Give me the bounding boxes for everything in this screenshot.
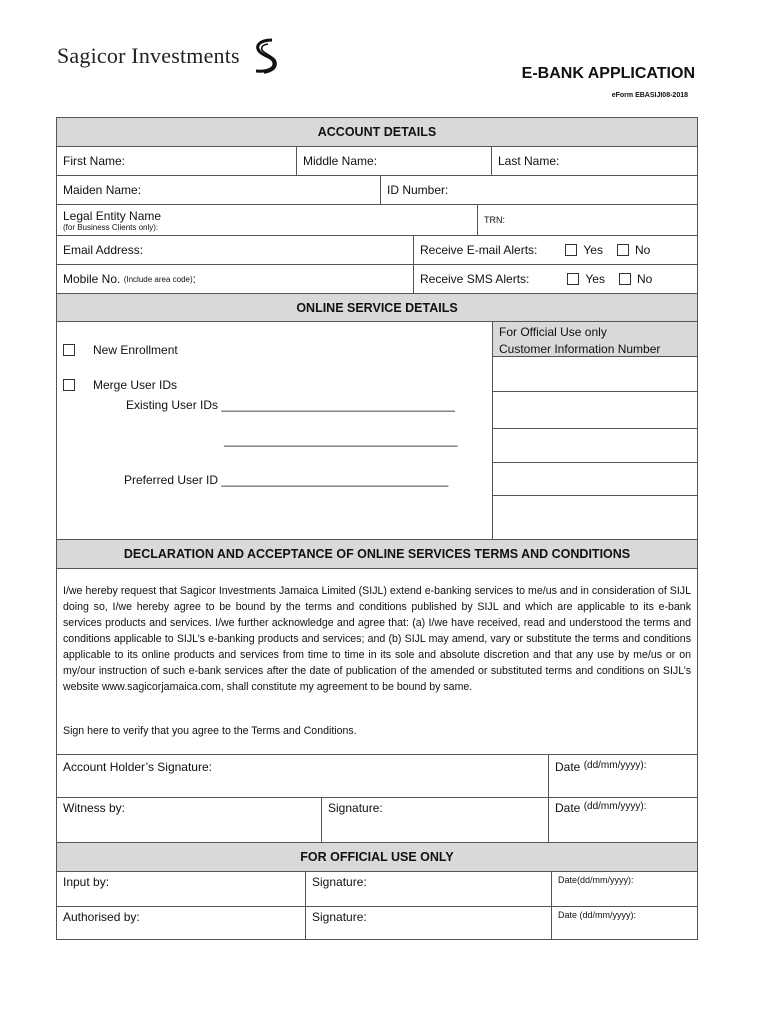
input-by-label: Input by: (63, 875, 110, 889)
mobile-label: Mobile No. (63, 272, 121, 286)
id-number-label: ID Number: (387, 183, 449, 197)
application-form (56, 117, 698, 940)
sms-alerts-yes-label: Yes (585, 272, 605, 286)
holder-signature-label: Account Holder’s Signature: (63, 760, 212, 774)
email-alerts-yes-checkbox[interactable] (565, 244, 577, 256)
email-field[interactable] (57, 236, 413, 264)
authorised-date-field[interactable] (551, 907, 697, 940)
merge-ids-label: Merge User IDs (93, 378, 178, 392)
sms-alerts-no-label: No (636, 272, 653, 286)
legal-entity-row (57, 205, 697, 236)
holder-date-field[interactable] (548, 755, 697, 797)
existing-ids-field[interactable]: Existing User IDs ___________________________________ (126, 398, 455, 412)
legal-entity-label: Legal Entity Name (63, 208, 162, 223)
witness-signature-field[interactable] (321, 798, 548, 842)
cin-box[interactable] (493, 463, 697, 496)
first-name-field[interactable] (57, 147, 296, 175)
middle-name-field[interactable] (296, 147, 491, 175)
email-alerts-yes-label: Yes (583, 243, 603, 257)
witness-signature-label: Signature: (328, 801, 383, 815)
cin-box[interactable] (493, 429, 697, 463)
mobile-colon: : (192, 272, 196, 286)
first-name-label: First Name: (63, 154, 126, 168)
sms-alerts-cell (413, 265, 697, 293)
official-use-heading (493, 322, 697, 357)
mobile-field[interactable] (57, 265, 413, 293)
online-service-section (57, 322, 697, 540)
authorised-by-label: Authorised by: (63, 910, 140, 924)
official-use-panel (492, 322, 697, 539)
sign-here-text: Sign here to verify that you agree to the Terms and Conditions. (63, 725, 357, 737)
sms-alerts-label: Receive SMS Alerts: (420, 272, 530, 286)
email-label: Email Address: (63, 243, 144, 257)
witness-row (57, 798, 697, 843)
online-service-options (57, 322, 492, 539)
preferred-id-field[interactable]: Preferred User ID __________________________________ (124, 473, 449, 487)
input-date-label: Date(dd/mm/yyyy): (558, 875, 634, 885)
declaration-section (57, 569, 697, 755)
legal-entity-note: (for Business Clients only): (63, 222, 159, 232)
merge-ids-option[interactable] (63, 378, 177, 392)
sms-alerts-yes-checkbox[interactable] (567, 273, 579, 285)
merge-ids-checkbox[interactable] (63, 379, 75, 391)
email-alerts-cell (413, 236, 697, 264)
name-row (57, 147, 697, 176)
middle-name-label: Middle Name: (303, 154, 378, 168)
date-label: Date (555, 760, 581, 774)
authorised-by-field[interactable] (57, 907, 305, 940)
input-by-row (57, 872, 697, 907)
official-use-only-heading: FOR OFFICIAL USE ONLY (57, 843, 697, 872)
authorised-by-row (57, 907, 697, 940)
witness-date-field[interactable] (548, 798, 697, 842)
form-code: eForm EBASIJI08-2018 (611, 92, 688, 99)
legal-entity-field[interactable] (57, 205, 477, 235)
date-label: Date (555, 801, 581, 815)
sagicor-s-icon (248, 38, 282, 74)
email-alerts-no-label: No (634, 243, 651, 257)
maiden-name-field[interactable] (57, 176, 380, 204)
form-title: E-BANK APPLICATION (521, 65, 695, 82)
declaration-heading: DECLARATION AND ACCEPTANCE OF ONLINE SERVICES TERMS AND CONDITIONS (57, 540, 697, 569)
online-service-heading: ONLINE SERVICE DETAILS (57, 294, 697, 322)
email-row (57, 236, 697, 265)
account-details-heading: ACCOUNT DETAILS (57, 118, 697, 147)
declaration-text: I/we hereby request that Sagicor Investments Jamaica Limited (SIJL) extend e-banking services to me/us and in consideration of SIJL doing so, I/we hereby agree to be bound by the terms and conditions published by SIJL and which are applicable to its e-bank services products and services. I/we further acknowledge and agree that: (a) I/we have received, read and understood the terms and conditions applicable to SIJL’s e-banking products and services; and (b) SIJL may amend, vary or substitute the terms and conditions applicable to its online products and services from time to time in its sole and absolute discretion and that any use by me/us or on my/our instruction of such e-bank services after the date of publication of the amended or substituted terms and conditions on SIJL’s website www.sagicorjamaica.com, shall constitute my agreement to be bound by same. (63, 585, 691, 693)
email-alerts-label: Receive E-mail Alerts: (420, 243, 538, 257)
sagicor-logo (57, 38, 282, 74)
new-enrollment-checkbox[interactable] (63, 344, 75, 356)
cin-box[interactable] (493, 357, 697, 392)
email-alerts-no-checkbox[interactable] (617, 244, 629, 256)
mobile-note: (Include area code) (123, 274, 193, 284)
new-enrollment-label: New Enrollment (93, 343, 178, 357)
trn-label: TRN: (484, 215, 505, 225)
authorised-signature-field[interactable] (305, 907, 551, 940)
date-format: (dd/mm/yyyy): (583, 801, 647, 812)
witness-field[interactable] (57, 798, 321, 842)
authorised-signature-label: Signature: (312, 910, 367, 924)
holder-signature-field[interactable] (57, 755, 548, 797)
logo-text: Sagicor Investments (57, 43, 240, 68)
holder-signature-row (57, 755, 697, 798)
date-format: (dd/mm/yyyy): (583, 760, 647, 771)
id-number-field[interactable] (380, 176, 697, 204)
cin-label: Customer Information Number (499, 342, 661, 356)
input-date-field[interactable] (551, 872, 697, 906)
cin-box[interactable] (493, 496, 697, 538)
witness-label: Witness by: (63, 801, 126, 815)
sms-alerts-no-checkbox[interactable] (619, 273, 631, 285)
new-enrollment-option[interactable] (63, 343, 178, 357)
trn-field[interactable] (477, 205, 697, 235)
mobile-row (57, 265, 697, 294)
authorised-date-label: Date (dd/mm/yyyy): (558, 910, 637, 920)
last-name-label: Last Name: (498, 154, 560, 168)
input-signature-label: Signature: (312, 875, 367, 889)
cin-box[interactable] (493, 392, 697, 429)
maiden-row (57, 176, 697, 205)
official-use-label: For Official Use only (499, 325, 607, 339)
last-name-field[interactable] (491, 147, 697, 175)
existing-ids-field-2[interactable]: ___________________________________ (224, 433, 458, 447)
input-by-field[interactable] (57, 872, 305, 906)
maiden-name-label: Maiden Name: (63, 183, 142, 197)
input-signature-field[interactable] (305, 872, 551, 906)
